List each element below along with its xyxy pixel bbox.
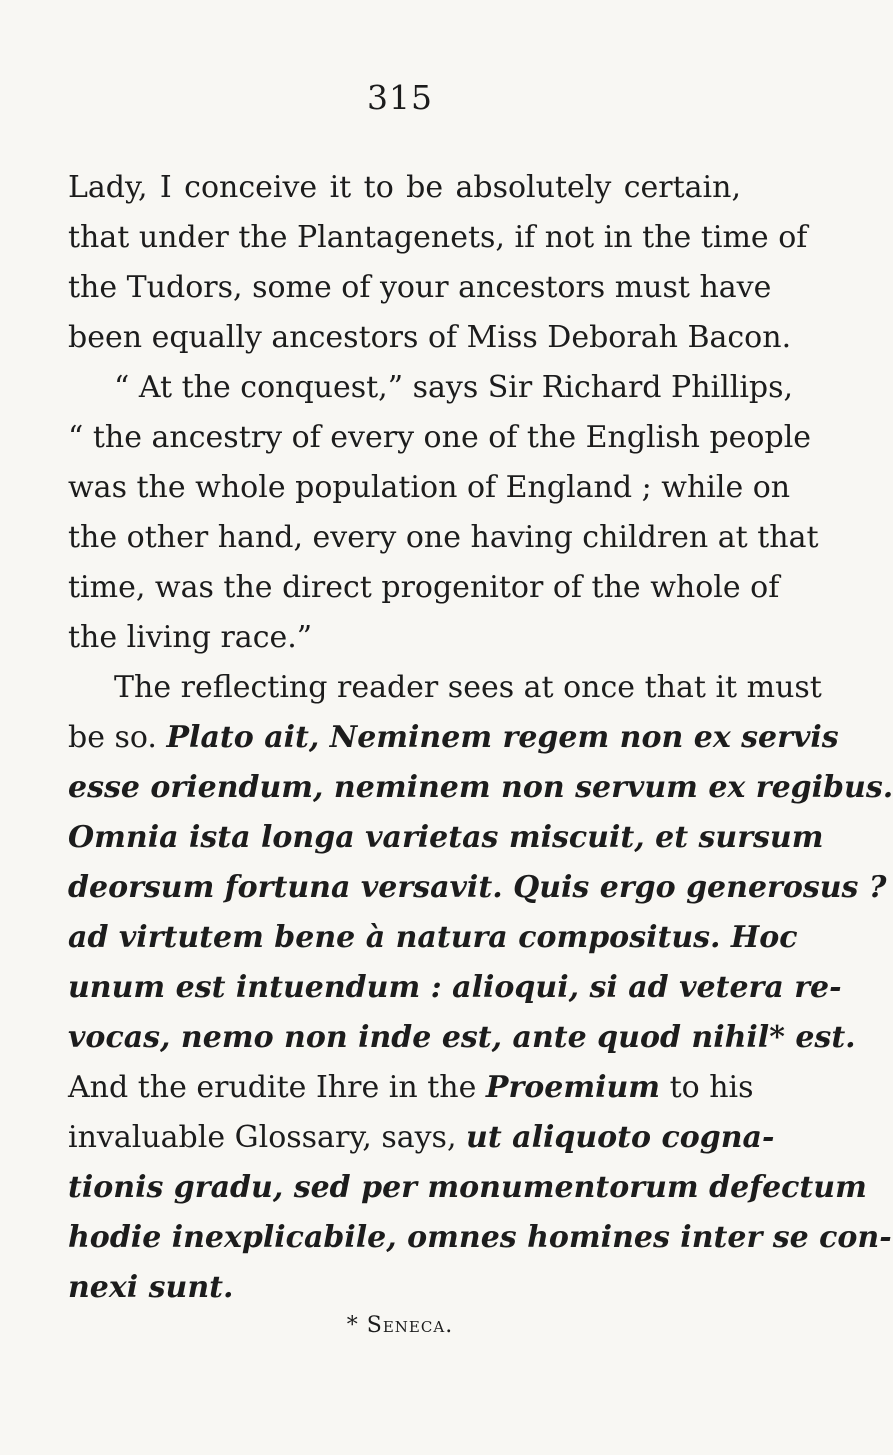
text-segment: “ the ancestry of every one of the English people: [68, 420, 812, 455]
italic-text: hodie inexplicabile, omnes homines inter se con-: [68, 1220, 892, 1255]
text-segment: invaluable Glossary, says,: [68, 1120, 467, 1155]
text-line: [68, 1013, 856, 1063]
text-segment: was the whole population of England ; while on: [68, 470, 791, 505]
text-line: [68, 513, 819, 563]
text-line: [68, 1163, 867, 1213]
text-line: [68, 963, 842, 1013]
text-line: [68, 213, 808, 263]
text-segment: the other hand, every one having children at that: [68, 520, 819, 555]
text-line: [68, 563, 780, 613]
footnote: * Seneca.: [346, 1313, 454, 1338]
page-number: 315: [367, 78, 433, 117]
italic-text: Omnia ista longa varietas miscuit, et sursum: [68, 820, 824, 855]
text-line: [68, 1113, 775, 1163]
text-segment: be so.: [68, 720, 167, 755]
text-segment: The reflecting reader sees at once that it must: [114, 670, 822, 705]
text-segment: been equally ancestors of Miss Deborah Bacon.: [68, 320, 792, 355]
text-segment: And the erudite Ihre in the: [68, 1070, 486, 1105]
text-line: [68, 713, 839, 763]
italic-text: esse oriendum, neminem non servum ex regibus.: [68, 770, 893, 805]
text-line: [68, 363, 794, 413]
text-segment: to his: [660, 1070, 754, 1105]
text-line: [68, 313, 792, 363]
text-line: [68, 263, 772, 313]
text-line: [68, 163, 741, 213]
text-line: [68, 413, 812, 463]
italic-text: deorsum fortuna versavit. Quis ergo generosus ?: [68, 870, 887, 905]
italic-text: Proemium: [485, 1070, 661, 1105]
text-line: [68, 613, 741, 663]
text-line: [68, 1263, 741, 1313]
text-line: [68, 1213, 892, 1263]
text-line: [68, 763, 893, 813]
text-segment: the Tudors, some of your ancestors must have: [68, 270, 772, 305]
italic-text: tionis gradu, sed per monumentorum defectum: [68, 1170, 867, 1205]
italic-text: unum est intuendum : alioqui, si ad vetera re-: [68, 970, 842, 1005]
text-line: [68, 463, 791, 513]
text-line: [68, 863, 887, 913]
text-line: [68, 913, 798, 963]
body-text: [68, 163, 893, 1313]
italic-text: Plato ait, Neminem regem non ex servis: [166, 720, 839, 755]
text-segment: the living race.”: [68, 620, 313, 655]
text-line: [68, 1063, 754, 1113]
italic-text: nexi sunt.: [68, 1270, 234, 1305]
text-segment: that under the Plantagenets, if not in the time of: [68, 220, 808, 255]
text-segment: Lady, I conceive it to be absolutely certain,: [68, 170, 741, 205]
text-line: [68, 663, 822, 713]
text-segment: time, was the direct progenitor of the whole of: [68, 570, 780, 605]
text-line: [68, 813, 824, 863]
text-segment: “ At the conquest,” says Sir Richard Phillips,: [114, 370, 794, 405]
italic-text: ut aliquoto cogna-: [466, 1120, 775, 1155]
italic-text: vocas, nemo non inde est, ante quod nihil* est.: [68, 1020, 856, 1055]
italic-text: ad virtutem bene à natura compositus. Hoc: [68, 920, 798, 955]
